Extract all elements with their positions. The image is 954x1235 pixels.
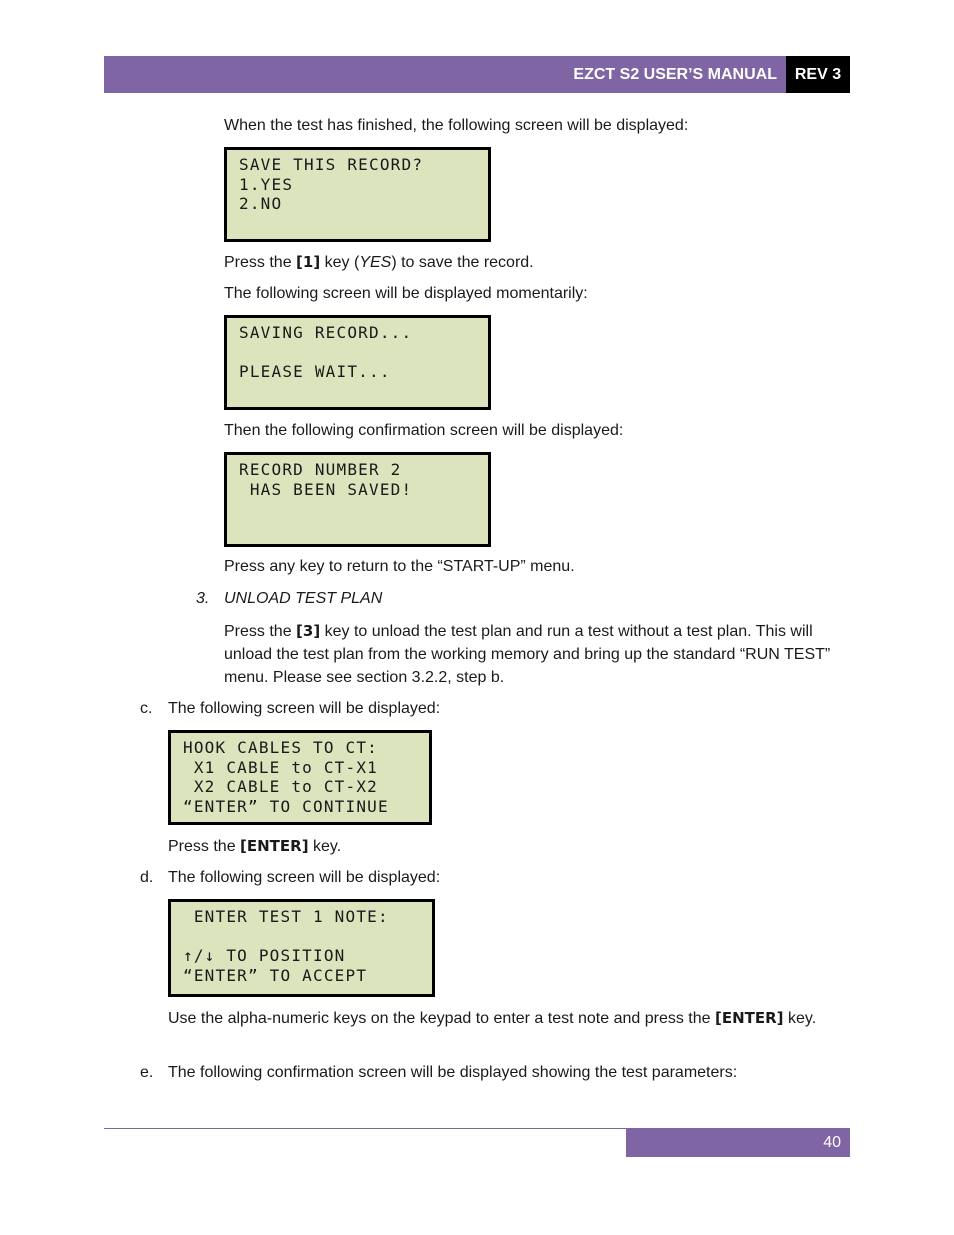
lcd-line: 1.YES xyxy=(239,174,294,194)
lcd-line xyxy=(239,343,488,363)
page-number: 40 xyxy=(626,1128,850,1157)
item-3-number: 3. xyxy=(196,590,210,607)
lcd-line: PLEASE WAIT... xyxy=(239,362,391,381)
lcd-line: HOOK CABLES TO CT: xyxy=(183,738,378,757)
lcd-line: RECORD NUMBER 2 xyxy=(239,460,402,479)
lcd-line: ENTER TEST 1 NOTE: xyxy=(183,907,389,926)
lcd-enter-test-note xyxy=(168,899,435,997)
press-1-text: Press the [1] key (YES) to save the record. xyxy=(224,253,534,271)
lcd-save-record xyxy=(224,147,491,242)
return-text: Press any key to return to the “START-UP” menu. xyxy=(224,558,575,575)
lcd-line: SAVE THIS RECORD? xyxy=(239,155,424,174)
step-c-label: c. xyxy=(140,700,153,717)
lcd-line: X1 CABLE to CT-X1 xyxy=(183,757,378,777)
key-1-label: [1] xyxy=(296,253,321,271)
item-3-paragraph: Press the [3] key to unload the test plan and run a test without a test plan. This will unload the test plan from the working memory and bring up the standard “RUN TEST” menu. Please see section 3.2.2, step b. xyxy=(224,622,831,686)
lcd-line: “ENTER” TO ACCEPT xyxy=(183,965,368,985)
lcd-line: 2.NO xyxy=(239,194,283,213)
lcd-line: “ENTER” TO CONTINUE xyxy=(183,796,389,816)
press-enter-text: Press the [ENTER] key. xyxy=(168,837,342,855)
lcd-hook-cables xyxy=(168,730,432,825)
step-e-label: e. xyxy=(140,1064,154,1081)
item-3-title: UNLOAD TEST PLAN xyxy=(224,590,383,607)
lcd-line: HAS BEEN SAVED! xyxy=(239,479,413,499)
intro-text: When the test has finished, the following screen will be displayed: xyxy=(224,117,689,134)
lcd-line: ↑/↓ TO POSITION xyxy=(183,946,346,965)
lcd-saving-record xyxy=(224,315,491,410)
lcd-line: X2 CABLE to CT-X2 xyxy=(183,777,378,796)
header-revision: REV 3 xyxy=(786,56,850,93)
step-d-label: d. xyxy=(140,869,154,886)
header-title: EZCT S2 USER’S MANUAL xyxy=(104,56,786,93)
step-c-text: The following screen will be displayed: xyxy=(168,700,441,717)
key-enter-label: [ENTER] xyxy=(240,837,309,855)
momentary-text: The following screen will be displayed momentarily: xyxy=(224,285,588,302)
lcd-record-saved xyxy=(224,452,491,547)
step-e-text: The following confirmation screen will be displayed showing the test parameters: xyxy=(168,1064,738,1081)
lcd-line: SAVING RECORD... xyxy=(239,323,413,342)
key-enter-label: [ENTER] xyxy=(715,1009,784,1027)
key-3-label: [3] xyxy=(296,622,321,640)
note-instructions: Use the alpha-numeric keys on the keypad to enter a test note and press the [ENTER] key. xyxy=(168,1009,817,1027)
confirm-intro-text: Then the following confirmation screen will be displayed: xyxy=(224,422,624,439)
footer-rule xyxy=(104,1128,626,1129)
step-d-text: The following screen will be displayed: xyxy=(168,869,441,886)
lcd-line xyxy=(183,927,432,947)
